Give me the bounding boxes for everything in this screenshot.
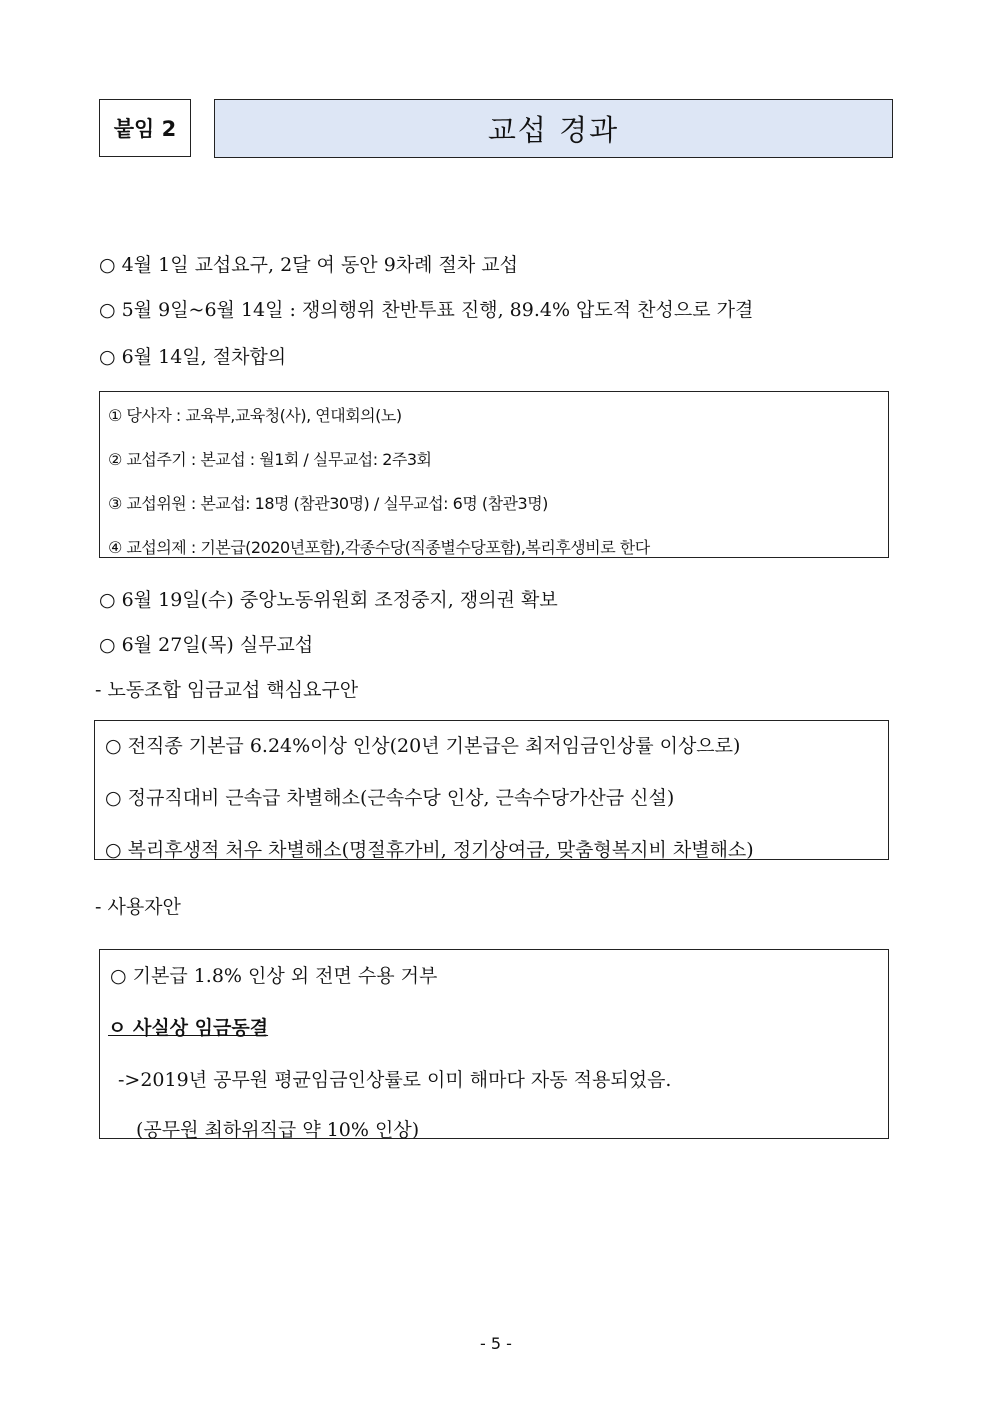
employer-item: ○ 기본급 1.8% 인상 외 전면 수용 거부 <box>110 965 438 987</box>
employer-heading: - 사용자안 <box>95 896 181 918</box>
union-demand-item: ○ 전직종 기본급 6.24%이상 인상(20년 기본급은 최저임금인상률 이상으로) <box>105 735 741 757</box>
employer-proposal-box <box>99 949 889 1139</box>
agreement-item: ③ 교섭위원 : 본교섭: 18명 (참관30명) / 실무교섭: 6명 (참관3명) <box>108 494 548 513</box>
timeline-item: ○ 6월 14일, 절차합의 <box>99 346 287 368</box>
agreement-item: ④ 교섭의제 : 기본급(2020년포함),각종수당(직종별수당포함),복리후생비로 한다 <box>108 538 650 557</box>
union-heading: - 노동조합 임금교섭 핵심요구안 <box>95 679 359 701</box>
agreement-box <box>99 391 889 558</box>
union-demand-item: ○ 정규직대비 근속급 차별해소(근속수당 인상, 근속수당가산금 신설) <box>105 787 675 809</box>
agreement-item: ② 교섭주기 : 본교섭 : 월1회 / 실무교섭: 2주3회 <box>108 450 432 469</box>
union-demands-box <box>94 720 889 860</box>
timeline-item: ○ 6월 19일(수) 중앙노동위원회 조정중지, 쟁의권 확보 <box>99 589 558 611</box>
agreement-item: ① 당사자 : 교육부,교육청(사), 연대회의(노) <box>108 406 402 425</box>
timeline-item: ○ 4월 1일 교섭요구, 2달 여 동안 9차례 절차 교섭 <box>99 254 518 276</box>
timeline-item: ○ 6월 27일(목) 실무교섭 <box>99 634 314 656</box>
employer-item: ->2019년 공무원 평균임금인상률로 이미 해마다 자동 적용되었음. <box>118 1069 672 1091</box>
union-demand-item: ○ 복리후생적 처우 차별해소(명절휴가비, 정기상여금, 맞춤형복지비 차별해소) <box>105 839 754 861</box>
attachment-tag: 붙임 2 <box>99 99 191 157</box>
timeline-item: ○ 5월 9일~6월 14일 : 쟁의행위 찬반투표 진행, 89.4% 압도적 찬성으로 가결 <box>99 299 754 321</box>
employer-item: (공무원 최하위직급 약 10% 인상) <box>136 1119 420 1141</box>
page-title: 교섭 경과 <box>214 99 893 158</box>
wage-freeze-note: ㅇ 사실상 임금동결 <box>108 1017 269 1039</box>
page-number: - 5 - <box>480 1334 512 1353</box>
